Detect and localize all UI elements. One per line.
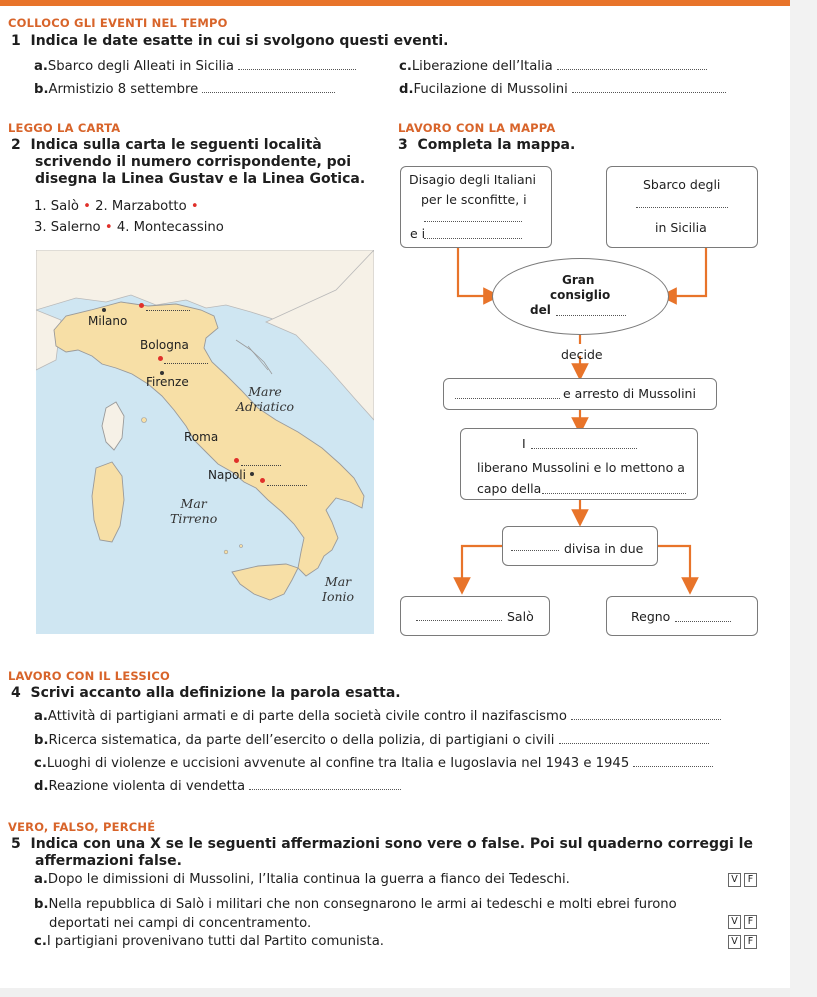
map-dot-red <box>158 356 163 361</box>
q5-c-true-checkbox[interactable]: V <box>728 935 741 949</box>
q1-item-b <box>34 80 335 97</box>
q4-answer-c[interactable] <box>633 754 713 767</box>
q1-item-c <box>399 57 707 74</box>
sea-tirreno-line-2: Tirreno <box>170 511 218 526</box>
section-heading-leggo: LEGGO LA CARTA <box>8 121 121 135</box>
map-dot-red <box>260 478 265 483</box>
q5-text-line-2: affermazioni false. <box>35 853 182 869</box>
q1-prompt <box>11 33 448 49</box>
map-answer-line[interactable] <box>164 357 208 364</box>
q5-item-c-text: I partigiani provenivano tutti dal Partito comunista. <box>46 934 384 949</box>
q5-a-false-checkbox[interactable]: F <box>744 873 757 887</box>
box-salo-text: Salò <box>507 609 534 624</box>
q4-prompt <box>11 685 401 701</box>
q5-prompt <box>11 836 753 870</box>
box-gran-line-2: consiglio <box>550 288 611 302</box>
q1-item-b-letter: b. <box>34 82 49 97</box>
q2-prompt <box>11 137 365 188</box>
page-edge-bottom <box>0 988 790 997</box>
q4-item-d <box>34 777 401 794</box>
map-answer-line[interactable] <box>241 459 281 466</box>
q3-prompt <box>398 137 575 153</box>
q3-text: Completa la mappa. <box>417 137 576 153</box>
map-label-bologna: Bologna <box>140 338 189 352</box>
q4-item-d-letter: d. <box>34 779 49 794</box>
q1-answer-c[interactable] <box>557 57 707 70</box>
q4-item-a-letter: a. <box>34 709 48 724</box>
sea-tirreno <box>170 496 217 526</box>
q5-item-b-letter: b. <box>34 897 49 912</box>
q3-number: 3 <box>398 137 408 153</box>
box-salo-answer[interactable] <box>416 612 502 621</box>
map-label-firenze: Firenze <box>146 375 189 389</box>
q2-text-line-2: scrivendo il numero corrispondente, poi <box>35 154 352 170</box>
q1-item-a-letter: a. <box>34 59 48 74</box>
map-answer-line[interactable] <box>267 479 307 486</box>
q5-b-true-checkbox[interactable]: V <box>728 915 741 929</box>
box-liberano-answer-2[interactable] <box>542 485 686 494</box>
map-label-roma: Roma <box>184 430 219 444</box>
q4-item-c <box>34 754 713 771</box>
q4-item-d-label: Reazione violenta di vendetta <box>48 779 246 794</box>
sea-ionio-line-2: Ionio <box>322 589 355 604</box>
box-disagio-answer-1[interactable] <box>424 213 522 222</box>
q2-number: 2 <box>11 137 21 153</box>
map-label-napoli: Napoli <box>208 468 246 482</box>
box-disagio-line-3: e i <box>410 226 426 241</box>
box-disagio-line-1: Disagio degli Italiani <box>409 172 537 187</box>
section-heading-colloco: COLLOCO GLI EVENTI NEL TEMPO <box>8 16 228 30</box>
place-marzabotto: 2. Marzabotto <box>95 199 187 214</box>
box-divisa-text: divisa in due <box>564 541 644 556</box>
q1-item-c-letter: c. <box>399 59 412 74</box>
box-regno-text: Regno <box>631 609 671 624</box>
q5-item-b-text-line-1: Nella repubblica di Salò i militari che non consegnarono le armi ai tedeschi e molti ebrei furono <box>48 897 677 912</box>
q2-text-line-3: disegna la Linea Gustav e la Linea Gotica. <box>35 171 366 187</box>
box-regno-answer[interactable] <box>675 613 731 622</box>
place-salerno: 3. Salerno <box>34 220 101 235</box>
q4-item-a-label: Attività di partigiani armati e di parte della società civile contro il nazifascismo <box>47 709 567 724</box>
red-bullet: • <box>83 199 91 214</box>
q1-number: 1 <box>11 33 21 49</box>
q5-text-line-1: Indica con una X se le seguenti affermazioni sono vere o false. Poi sul quaderno correggi le <box>30 836 753 852</box>
q5-a-true-checkbox[interactable]: V <box>728 873 741 887</box>
q4-item-b-letter: b. <box>34 733 49 748</box>
q1-item-d <box>399 80 726 97</box>
q4-answer-b[interactable] <box>559 731 709 744</box>
q1-text: Indica le date esatte in cui si svolgono questi eventi. <box>30 33 449 49</box>
q5-item-b <box>34 895 677 933</box>
box-gran-line-3: del <box>530 303 551 317</box>
sea-adriatico <box>236 384 294 414</box>
box-disagio-answer-2[interactable] <box>424 230 522 239</box>
top-accent-bar <box>0 0 790 6</box>
q5-item-a-letter: a. <box>34 872 48 887</box>
box-disagio-line-2: per le sconfitte, i <box>421 192 527 207</box>
box-liberano-line-2: liberano Mussolini e lo mettono a <box>477 460 685 475</box>
map-answer-line[interactable] <box>146 304 190 311</box>
q5-b-false-checkbox[interactable]: F <box>744 915 757 929</box>
q4-item-c-letter: c. <box>34 756 47 771</box>
q5-number: 5 <box>11 836 21 852</box>
map-label-milano: Milano <box>88 314 128 328</box>
box-sbarco-line-2: in Sicilia <box>655 220 707 235</box>
q5-item-a-text: Dopo le dimissioni di Mussolini, l’Italia continua la guerra a fianco dei Tedeschi. <box>47 872 570 887</box>
q2-places-line-1 <box>34 199 199 214</box>
section-heading-lessico: LAVORO CON IL LESSICO <box>8 669 170 683</box>
map-dot-napoli <box>250 472 254 476</box>
box-gran-line-1: Gran <box>562 273 595 287</box>
q4-item-a <box>34 707 721 724</box>
box-sbarco-answer[interactable] <box>636 199 728 208</box>
q1-item-b-label: Armistizio 8 settembre <box>48 82 199 97</box>
q1-item-d-label: Fucilazione di Mussolini <box>413 82 568 97</box>
box-sbarco-line-1: Sbarco degli <box>643 177 721 192</box>
box-gran-answer[interactable] <box>556 307 626 316</box>
q4-answer-a[interactable] <box>571 707 721 720</box>
q1-answer-b[interactable] <box>202 80 335 93</box>
label-decide: decide <box>561 347 603 362</box>
q4-item-b <box>34 731 709 748</box>
sea-ionio-line-1: Mar <box>324 574 352 589</box>
place-salo: 1. Salò <box>34 199 79 214</box>
place-montecassino: 4. Montecassino <box>116 220 224 235</box>
q1-answer-a[interactable] <box>238 57 356 70</box>
box-arresto-text: e arresto di Mussolini <box>563 386 696 401</box>
page-edge-right <box>790 0 817 997</box>
q4-number: 4 <box>11 685 21 701</box>
red-bullet: • <box>104 220 113 235</box>
sea-adriatico-line-2: Adriatico <box>236 399 295 414</box>
q4-answer-d[interactable] <box>249 777 401 790</box>
q1-item-c-label: Liberazione dell’Italia <box>411 59 553 74</box>
section-heading-vero-falso: VERO, FALSO, PERCHÉ <box>8 820 156 834</box>
q4-item-c-label: Luoghi di violenze e uccisioni avvenute al confine tra Italia e Iugoslavia nel 1943 e 1945 <box>46 756 630 771</box>
q5-item-a <box>34 872 570 887</box>
box-arresto-answer[interactable] <box>455 390 560 399</box>
q4-item-b-label: Ricerca sistematica, da parte dell’esercito o della polizia, di partigiani o civili <box>48 733 555 748</box>
italy-map[interactable] <box>36 250 374 634</box>
q5-c-false-checkbox[interactable]: F <box>744 935 757 949</box>
box-divisa-answer[interactable] <box>511 542 559 551</box>
section-heading-mappa: LAVORO CON LA MAPPA <box>398 121 556 135</box>
box-liberano-line-3: capo della <box>477 481 542 496</box>
sea-adriatico-line-1: Mare <box>248 384 282 399</box>
map-dot-red <box>139 303 144 308</box>
q4-text: Scrivi accanto alla definizione la parola esatta. <box>30 685 401 701</box>
q1-item-a <box>34 57 356 74</box>
map-dot-red <box>234 458 239 463</box>
sea-tirreno-line-1: Mar <box>180 496 207 511</box>
red-bullet: • <box>190 199 199 214</box>
box-liberano-line-1: I <box>522 436 526 451</box>
q1-item-d-letter: d. <box>399 82 414 97</box>
q5-item-c-letter: c. <box>34 934 47 949</box>
q5-item-b-text-line-2: deportati nei campi di concentramento. <box>49 916 312 931</box>
q1-item-a-label: Sbarco degli Alleati in Sicilia <box>47 59 234 74</box>
box-liberano-answer-1[interactable] <box>531 440 637 449</box>
map-dot-milano <box>102 308 106 312</box>
q2-text-line-1: Indica sulla carta le seguenti località <box>30 137 322 153</box>
q2-places-line-2 <box>34 220 224 235</box>
q1-answer-d[interactable] <box>572 80 726 93</box>
sea-ionio <box>322 574 354 604</box>
q5-item-c <box>34 934 384 949</box>
